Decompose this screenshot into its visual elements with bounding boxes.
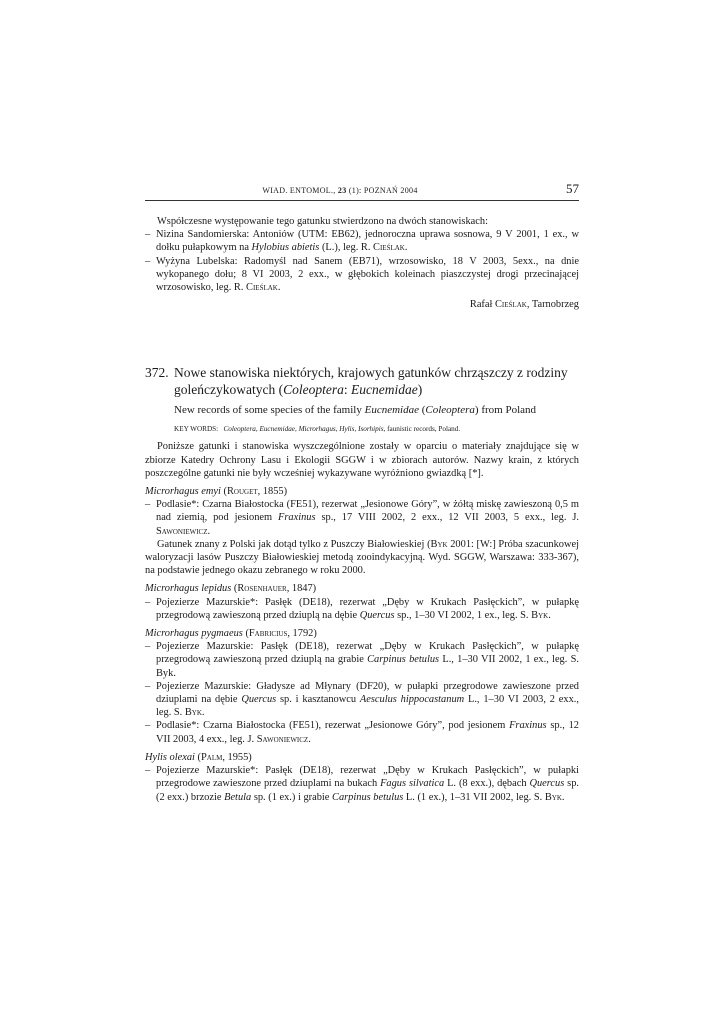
list-item: – Pojezierze Mazurskie*: Pasłęk (DE18), rezerwat „Dęby w Krukach Pasłęckich”, w pułapki przegrodowe zawieszone przed dziuplami na bukach Fagus silvatica L. (8 exx.), dębach Quercus sp. (2 exx.) brzozie Betula sp. (1 ex.) i grabie Carpinus betulus L. (1 ex.), 1–31 VII 2002, leg. S. Byk.: [145, 765, 580, 803]
species-heading: Microrhagus emyi (Rouget, 1855): [145, 486, 288, 498]
article-intro: Poniższe gatunki i stanowiska wyszczególnione zostały w oparciu o materiały znajdujące się w zbiorze Katedry Ochrony Lasu i Ekologii SGGW i w zbiorach autorów. Nazwy krain, z których poszczególne gatunki nie były wcześniej wykazywane wyróżniono gwiazdką [*].: [145, 441, 579, 479]
previous-note: [145, 215, 579, 311]
species-entry: [145, 751, 579, 804]
running-header: [145, 178, 579, 201]
article: [145, 365, 579, 803]
article-subtitle: New records of some species of the family Eucnemidae (Coleoptera) from Poland: [174, 404, 537, 417]
species-entry: [145, 582, 579, 622]
article-title: 372. Nowe stanowiska niektórych, krajowych gatunków chrząszczy z rodziny goleńczykowatych (Coleoptera: Eucnemidae): [145, 365, 568, 397]
page: [145, 178, 579, 804]
species-heading: Microrhagus lepidus (Rosenhauer, 1847): [145, 583, 317, 595]
key-words: KEY WORDS: Coleoptera, Eucnemidae, Microrhagus, Hylis, Isorhipis, faunistic records, Poland.: [174, 425, 461, 434]
list-item: – Podlasie*: Czarna Białostocka (FE51), rezerwat „Jesionowe Góry”, w żółtą miskę zawieszoną 0,5 m nad ziemią, pod jesionem Fraxinus sp., 17 VIII 2002, 2 exx., 12 VII 2003, 5 exx., leg. J. Sawoniewicz.: [145, 499, 579, 537]
species-heading: Microrhagus pygmaeus (Fabricius, 1792): [145, 628, 317, 640]
list-item: – Wyżyna Lubelska: Radomyśl nad Sanem (EB71), wrzosowisko, 18 V 2003, 5exx., na dnie wykopanego dołu; 8 VI 2003, 2 exx., w głębokich koleinach piaszczystej drogi przecinającej wrzosowisko, leg. R. Cieślak.: [145, 255, 579, 294]
species-heading: Hylis olexai (Palm, 1955): [145, 751, 252, 763]
article-number: 372.: [145, 365, 169, 381]
list-item: – Pojezierze Mazurskie*: Pasłęk (DE18), rezerwat „Dęby w Krukach Pasłęckich”, w pułapkę przegrodową zawieszoną przed dziuplą na dębie Quercus sp., 1–30 VI 2002, 1 ex., leg. S. Byk.: [145, 596, 579, 621]
signature: Rafał Cieślak, Tarnobrzeg: [469, 299, 579, 311]
running-title: WIAD. ENTOMOL., 23 (1): POZNAŃ 2004: [262, 186, 418, 195]
list-item: – Nizina Sandomierska: Antoniów (UTM: EB62), jednoroczna uprawa sosnowa, 9 V 2001, 1 ex., w dołku pułapkowym na Hylobius abietis (L.), leg. R. Cieślak.: [145, 229, 579, 254]
list-item: – Pojezierze Mazurskie: Gładysze ad Młynary (DF20), w pułapki przegrodowe zawieszone przed dziuplami na dębie Quercus sp. i kasztanowcu Aesculus hippocastanum L., 1–30 VI 2003, 2 exx., leg. S. Byk.: [145, 680, 580, 719]
list-item: – Podlasie*: Czarna Białostocka (FE51), rezerwat „Jesionowe Góry”, pod jesionem Fraxinus sp., 12 VII 2003, 4 exx., leg. J. Sawoniewicz.: [145, 720, 579, 745]
species-entry: [145, 627, 579, 746]
volume-number: 23: [337, 186, 347, 195]
previous-note-intro: Współczesne występowanie tego gatunku stwierdzono na dwóch stanowiskach:: [157, 216, 488, 227]
species-note: Gatunek znany z Polski jak dotąd tylko z Puszczy Białowieskiej (Byk 2001: [W:] Próba szacunkowej waloryzacji lasów Puszczy Białowieskiej metodą zooindykacyjną. Wyd. SGGW, Warszawa: 333-367), na podstawie jednego okazu zebranego w roku 2000.: [145, 538, 579, 577]
species-entry: [145, 485, 579, 577]
list-item: – Pojezierze Mazurskie: Pasłęk (DE18), rezerwat „Dęby w Krukach Pasłęckich”, w pułapkę przegrodową zawieszoną przed dziuplą na grabie Carpinus betulus L., 1–30 VII 2002, 1 ex., leg. S. Byk.: [145, 641, 579, 679]
page-number: 57: [566, 181, 579, 196]
